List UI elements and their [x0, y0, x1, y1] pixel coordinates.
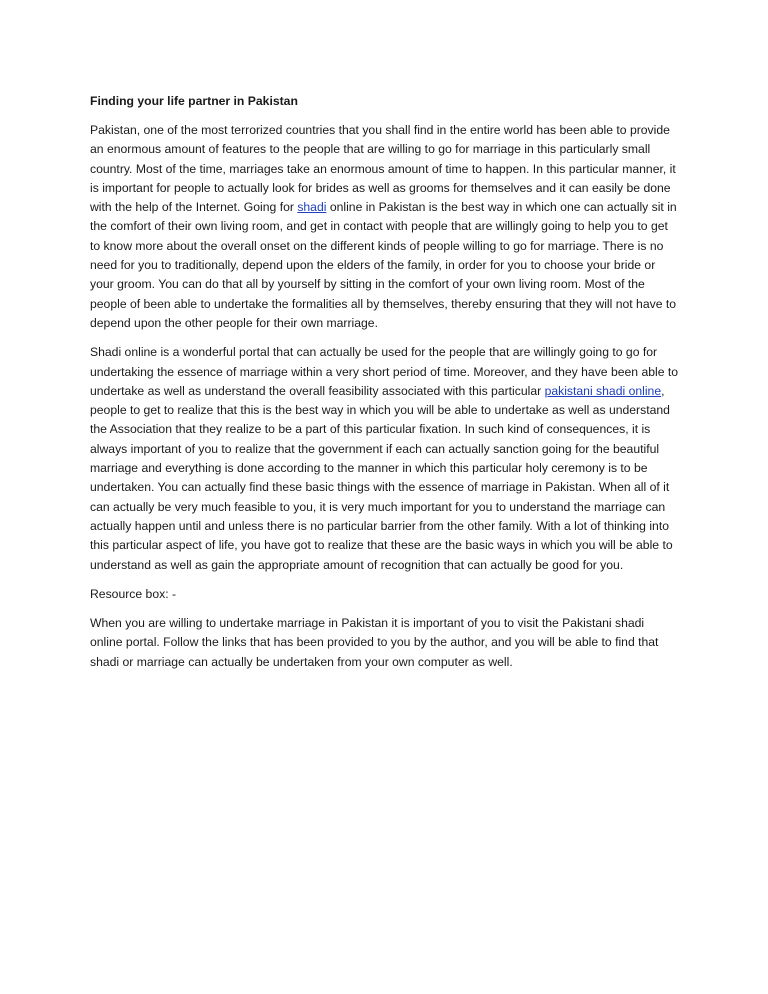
- paragraph-shadi-online-text-before: Shadi online is a wonderful portal that can actually be used for the people that are willingly going to go for undertaking the essence of marriage within a very short period of time. Moreover, and they have been able to undertake as well as understand the overall feasibility associated with this particular: [90, 345, 679, 398]
- document-title: Finding your life partner in Pakistan: [90, 94, 298, 108]
- paragraph-intro-text-after: online in Pakistan is the best way in which one can actually sit in the comfort of their own living room, and get in contact with people that are willingly going to help you to get to know more about the overall onset on the different kinds of people willing to go for marriage. There is no need for you to traditionally, depend upon the elders of the family, in order for you to choose your bride or your groom. You can do that all by yourself by sitting in the comfort of your own living room. Most of the people of been able to undertake the formalities all by themselves, thereby ensuring that they will not have to depend upon the other people for their own marriage.: [90, 200, 677, 330]
- paragraph-resource: When you are willing to undertake marriage in Pakistan it is important of you to visit the Pakistani shadi online portal. Follow the links that has been provided to you by the author, and you will be able to find that shadi or marriage can actually be undertaken from your own computer as well.: [90, 616, 659, 669]
- pakistani-shadi-online-link[interactable]: pakistani shadi online: [544, 383, 662, 398]
- paragraph-intro-text-before: Pakistan, one of the most terrorized countries that you shall find in the entire world has been able to provide an enormous amount of features to the people that are willing to go for marriage in this particularly small country. Most of the time, marriages take an enormous amount of time to happen. In this particular manner, it is important for people to actually look for brides as well as grooms for themselves and it can easily be done with the help of the Internet. Going for: [90, 123, 676, 215]
- resource-box-label: Resource box: -: [90, 586, 177, 601]
- paragraph-shadi-online-text-after: , people to get to realize that this is the best way in which you will be able to undertake as well as understand the Association that they realize to be a part of this particular fixation. In such kind of consequences, it is always important of you to realize that the government if each can actually sanction going for the beautiful marriage and everything is done according to the manner in which this particular holy ceremony is to be undertaken. You can actually find these basic things with the essence of marriage in Pakistan. When all of it can actually be very much feasible to you, it is very much important for you to understand the marriage can actually happen until and unless there is no particular barrier from the other family. With a lot of thinking into this particular aspect of life, you have got to realize that these are the basic ways in which you will be able to understand as well as gain the appropriate amount of recognition that can actually be good for you.: [90, 383, 673, 572]
- shadi-link[interactable]: shadi: [297, 200, 327, 215]
- paragraph-intro: [90, 121, 680, 333]
- paragraph-shadi-online: [90, 343, 680, 575]
